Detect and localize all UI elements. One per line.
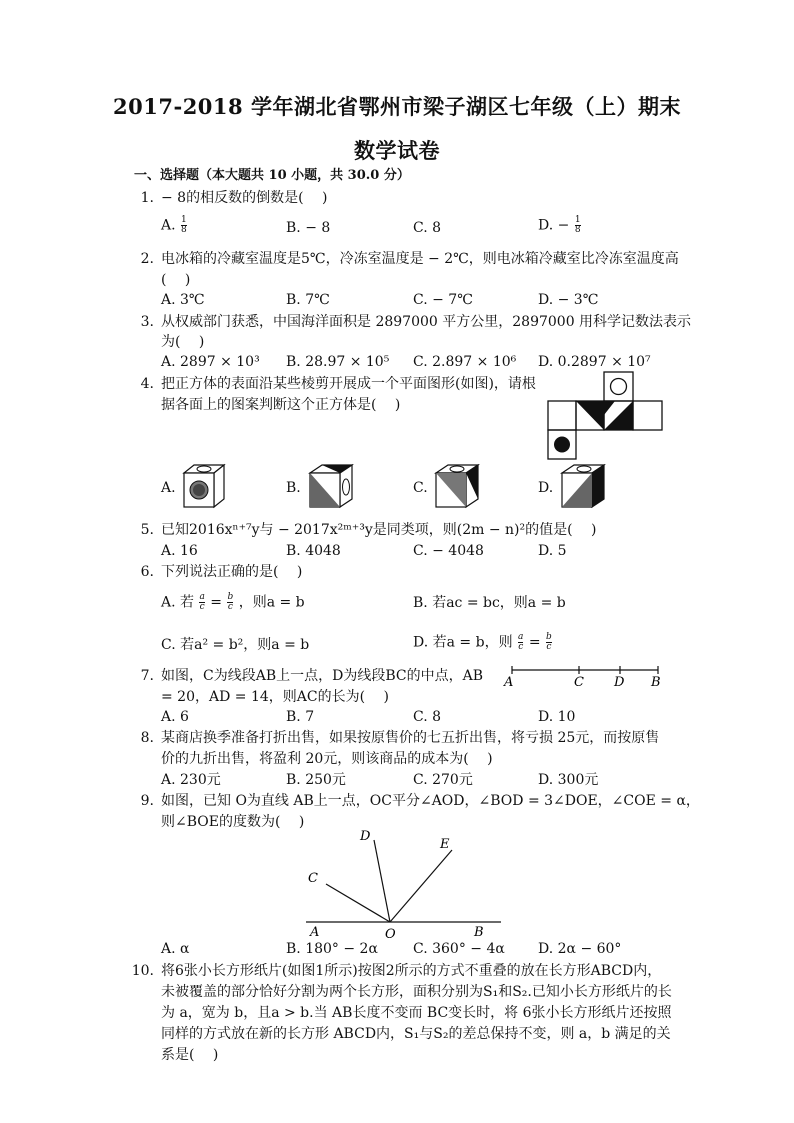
cube-net-figure (545, 370, 665, 462)
q9-number: 9. (140, 793, 154, 809)
q4-option-d-cube (560, 463, 606, 509)
q6-option-a-right-numerator: b (227, 592, 234, 602)
q3-option-d: D. 0.2897 × 10⁷ (538, 354, 651, 370)
q1-option-d-denominator: 8 (574, 225, 581, 235)
q1-stem: − 8的相反数的倒数是( ) (161, 190, 328, 206)
q6-option-a-right-denominator: c (227, 602, 233, 612)
page-title-line1: 2017-2018 学年湖北省鄂州市梁子湖区七年级（上）期末 (113, 94, 681, 119)
q4-option-b-cube (308, 463, 354, 509)
q4-option-c-cube (434, 463, 480, 509)
q4-number: 4. (140, 376, 154, 392)
q5-option-b: B. 4048 (286, 543, 341, 559)
q6-option-d-left-numerator: a (518, 632, 524, 642)
q3-number: 3. (140, 314, 154, 330)
q1-option-a-fraction (181, 216, 187, 235)
q6-option-a-equals: = (210, 594, 223, 611)
q3-option-c: C. 2.897 × 10⁶ (413, 354, 517, 370)
q1-option-b: B. − 8 (286, 220, 331, 236)
q1-option-d-numerator: 1 (574, 215, 581, 225)
q10-stem-line4: 同样的方式放在新的长方形 ABCD内，S₁与S₂的差总保持不变，则 a，b 满足的关 (161, 1026, 671, 1042)
q4-option-c-label: C. (413, 480, 428, 496)
q3-option-b: B. 28.97 × 10⁵ (286, 354, 390, 370)
q4-stem-line1: 把正方体的表面沿某些棱剪开展成一个平面图形(如图)，请根 (161, 376, 536, 392)
q10-stem-line5: 系是( ) (161, 1047, 219, 1063)
q2-number: 2. (140, 251, 154, 267)
angle-label-e: E (440, 837, 450, 852)
q6-stem: 下列说法正确的是( ) (161, 564, 303, 580)
q7-option-d: D. 10 (538, 709, 576, 725)
q1-option-a (161, 216, 188, 235)
q2-option-a: A. 3℃ (161, 292, 205, 308)
q5-stem: 已知2016xⁿ⁺⁷y与 − 2017x²ᵐ⁺³y是同类项，则(2m − n)²的值是( ) (161, 522, 597, 538)
segment-label-a: A (504, 675, 514, 690)
q1-option-a-label: A. (161, 217, 176, 234)
angle-label-o: O (385, 927, 396, 942)
q10-stem-line1: 将6张小长方形纸片(如图1所示)按图2所示的方式不重叠的放在长方形ABCD内， (161, 963, 662, 979)
q3-stem-line2: 为( ) (161, 334, 205, 350)
q6-option-d-prefix: D. 若a = b，则 (413, 634, 513, 651)
q6-option-d-fraction-right (546, 633, 552, 652)
q7-option-a: A. 6 (161, 709, 189, 725)
q6-option-a-fraction-left (199, 593, 204, 612)
q6-option-a-suffix: ，则a = b (238, 594, 305, 611)
q5-option-a: A. 16 (161, 543, 198, 559)
segment-label-d: D (614, 675, 625, 690)
q6-option-a (161, 593, 305, 612)
q3-stem-line1: 从权威部门获悉，中国海洋面积是 2897000 平方公里，2897000 用科学记数法表示 (161, 314, 692, 330)
q8-option-c: C. 270元 (413, 772, 473, 788)
q10-stem-line3: 为 a，宽为 b，且a > b.当 AB长度不变而 BC变长时，将 6张小长方形纸片还按照 (161, 1005, 672, 1021)
q6-option-b: B. 若ac = bc，则a = b (413, 595, 566, 611)
page-title-line2: 数学试卷 (354, 138, 440, 163)
q10-number: 10. (131, 963, 154, 979)
net-face-1 (548, 401, 576, 430)
q4-stem-line2: 据各面上的图案判断这个正方体是( ) (161, 397, 401, 413)
net-black-triangle-1 (576, 401, 604, 430)
q6-option-c: C. 若a² = b²，则a = b (161, 637, 310, 653)
q1-option-d-fraction (575, 216, 581, 235)
q2-stem-line1: 电冰箱的冷藏室温度是5℃，冷冻室温度是 − 2℃，则电冰箱冷藏室比冷冻室温度高 (161, 251, 679, 267)
net-black-triangle-3 (604, 401, 615, 415)
angle-label-a: A (310, 925, 320, 940)
q8-option-d: D. 300元 (538, 772, 599, 788)
q9-stem-line2: 则∠BOE的度数为( ) (161, 814, 305, 830)
angle-label-c: C (308, 871, 318, 886)
q2-option-d: D. − 3℃ (538, 292, 599, 308)
q4-option-a-cube (182, 463, 226, 509)
q4-option-a-label: A. (161, 480, 176, 496)
section-heading: 一、选择题（本大题共 10 小题，共 30.0 分） (134, 168, 410, 183)
q8-number: 8. (140, 730, 154, 746)
q3-option-a: A. 2897 × 10³ (161, 354, 260, 370)
q6-option-d-right-numerator: b (546, 632, 552, 642)
q6-option-d-right-denominator: c (546, 642, 552, 652)
q7-option-c: C. 8 (413, 709, 442, 725)
net-solid-circle (554, 437, 570, 453)
q5-option-c: C. − 4048 (413, 543, 484, 559)
q6-option-a-left-numerator: a (199, 592, 205, 602)
q9-stem-line1: 如图，已知 O为直线 AB上一点，OC平分∠AOD，∠BOD = 3∠DOE，∠COE = α， (161, 793, 700, 809)
q6-option-a-fraction-right (227, 593, 233, 612)
segment-figure (500, 662, 665, 690)
q8-option-a: A. 230元 (161, 772, 221, 788)
q8-option-b: B. 250元 (286, 772, 346, 788)
q5-option-d: D. 5 (538, 543, 567, 559)
q10-stem-line2: 未被覆盖的部分恰好分割为两个长方形，面积分别为S₁和S₂.已知小长方形纸片的长 (161, 984, 672, 1000)
q7-number: 7. (140, 668, 154, 684)
segment-label-b: B (651, 675, 661, 690)
q6-option-d-left-denominator: c (518, 642, 524, 652)
net-hollow-circle (611, 379, 627, 395)
q5-number: 5. (140, 522, 154, 538)
q1-number: 1. (140, 190, 154, 206)
q6-option-a-prefix: A. 若 (161, 594, 195, 611)
q9-option-d: D. 2α − 60° (538, 941, 622, 957)
angle-label-b: B (474, 925, 484, 940)
angle-figure (296, 826, 516, 942)
q6-option-d-equals: = (528, 634, 541, 651)
q1-option-c: C. 8 (413, 220, 442, 236)
q1-option-a-denominator: 8 (181, 225, 187, 235)
q1-option-d-label: D. − (538, 217, 570, 234)
q9-option-c: C. 360° − 4α (413, 941, 505, 957)
q9-option-b: B. 180° − 2α (286, 941, 378, 957)
q1-option-d (538, 216, 582, 235)
q8-stem-line2: 价的九折出售，将盈利 20元，则该商品的成本为( ) (161, 751, 493, 767)
q2-option-b: B. 7℃ (286, 292, 330, 308)
angle-label-d: D (360, 829, 371, 844)
q7-stem-line1: 如图，C为线段AB上一点，D为线段BC的中点，AB (161, 668, 483, 684)
q9-option-a: A. α (161, 941, 190, 957)
q7-option-b: B. 7 (286, 709, 315, 725)
net-face-4 (633, 401, 662, 430)
q6-option-d (413, 633, 553, 652)
q1-option-a-numerator: 1 (181, 215, 187, 225)
q6-option-a-left-denominator: c (199, 602, 205, 612)
segment-label-c: C (574, 675, 584, 690)
q2-stem-line2: ( ) (161, 272, 191, 288)
q6-option-d-fraction-left (518, 633, 523, 652)
q4-option-b-label: B. (286, 480, 301, 496)
q6-number: 6. (140, 564, 154, 580)
q8-stem-line1: 某商店换季准备打折出售，如果按原售价的七五折出售，将亏损 25元，而按原售 (161, 730, 660, 746)
q2-option-c: C. − 7℃ (413, 292, 473, 308)
q7-stem-line2: = 20，AD = 14，则AC的长为( ) (161, 689, 389, 705)
q4-option-d-label: D. (538, 480, 554, 496)
